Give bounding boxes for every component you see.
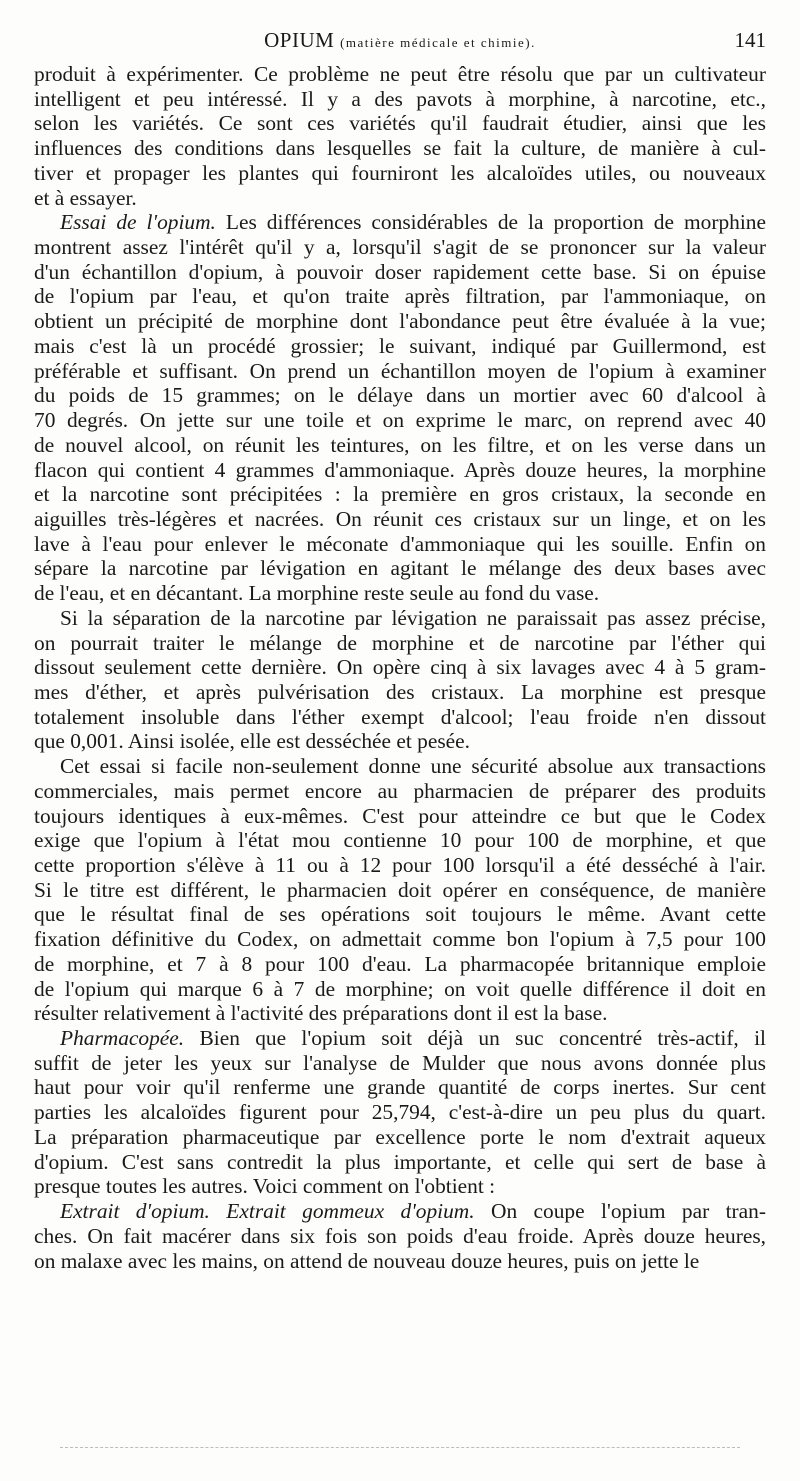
text-line: cette proportion s'élève à 11 ou à 12 pour 100 lorsqu'il a été desséché à l'air. xyxy=(34,853,766,877)
text-line: Essai de l'opium. Les différences considérables de la proportion de morphine xyxy=(60,210,766,235)
text-line: suffit de jeter les yeux sur l'analyse de Mulder que nous avons donnée plus xyxy=(34,1050,766,1075)
text-line: de nouvel alcool, on réunit les teintures, on les filtre, et on les verse dans un xyxy=(34,432,766,457)
text-line: on malaxe avec les mains, on attend de nouveau douze heures, puis on jette le xyxy=(34,1248,700,1273)
text-line: Extrait d'opium. Extrait gommeux d'opium. On coupe l'opium par tran- xyxy=(60,1199,766,1224)
text-line: mes d'éther, et après pulvérisation des cristaux. La morphine est presque xyxy=(34,679,766,704)
text-line: toujours identiques à eux-mêmes. C'est pour atteindre ce but que le Codex xyxy=(34,803,766,828)
italic-heading: Extrait d'opium. Extrait gommeux d'opium. xyxy=(60,1199,475,1224)
text-line: on pourrait traiter le mélange de morphine et de narcotine par l'éther qui xyxy=(34,630,766,655)
text-line: aiguilles très-légères et nacrées. On réunit ces cristaux sur un linge, et on les xyxy=(34,506,766,531)
text-line: d'un échantillon d'opium, à pouvoir doser rapidement cette base. Si on épuise xyxy=(34,259,766,284)
text-line: influences des conditions dans lesquelles se fait la culture, de manière à cul- xyxy=(34,136,766,161)
running-title-main: OPIUM xyxy=(264,28,335,52)
footer-rule xyxy=(60,1447,740,1448)
text-line: 70 degrés. On jette sur une toile et on exprime le marc, on reprend avec 40 xyxy=(34,408,766,433)
text-line: La préparation pharmaceutique par excellence porte le nom d'extrait aqueux xyxy=(34,1124,766,1149)
text-line: haut pour voir qu'il renferme une grande quantité de corps inertes. Sur cent xyxy=(34,1075,766,1100)
text-line: intelligent et peu intéressé. Il y a des pavots à morphine, à narcotine, etc., xyxy=(34,86,766,111)
text-line: totalement insoluble dans l'éther exempt d'alcool; l'eau froide n'en dissout xyxy=(34,704,766,729)
text-line: produit à expérimenter. Ce problème ne peut être résolu que par un cultivateur xyxy=(34,62,766,86)
text-line: de l'opium qui marque 6 à 7 de morphine; on voit quelle différence il doit en xyxy=(34,976,766,1001)
text-line: presque toutes les autres. Voici comment on l'obtient : xyxy=(34,1174,496,1199)
text-line: exige que l'opium à l'état mou contienne 10 pour 100 de morphine, et que xyxy=(34,828,766,853)
text-line: Si la séparation de la narcotine par lévigation ne paraissait pas assez précise, xyxy=(60,605,766,630)
page-number: 141 xyxy=(734,28,766,52)
text-line: et à essayer. xyxy=(34,185,137,210)
running-title xyxy=(34,28,766,53)
text-line: selon les variétés. Ce sont ces variétés qu'il faudrait étudier, ainsi que les xyxy=(34,111,766,136)
text-line: résulter relativement à l'activité des préparations dont il est la base. xyxy=(34,1001,608,1026)
text-line: sépare la narcotine par lévigation en agitant le mélange des deux bases avec xyxy=(34,556,766,581)
text-line: fixation définitive du Codex, on admettait comme bon l'opium à 7,5 pour 100 xyxy=(34,927,766,952)
text-line: montrent assez l'intérêt qu'il y a, lorsqu'il s'agit de se prononcer sur la valeur xyxy=(34,235,766,260)
running-header xyxy=(34,28,766,62)
text-line: mais c'est là un procédé grossier; le suivant, indiqué par Guillermond, est xyxy=(34,333,766,358)
text-line: dissout seulement cette dernière. On opère cinq à six lavages avec 4 à 5 gram- xyxy=(34,655,766,680)
text-line: Si le titre est différent, le pharmacien doit opérer en conséquence, de manière xyxy=(34,877,766,902)
running-title-sub: (matière médicale et chimie). xyxy=(340,35,536,50)
text-line: de l'opium par l'eau, et qu'on traite après filtration, par l'ammoniaque, on xyxy=(34,284,766,309)
text-line: que 0,001. Ainsi isolée, elle est desséchée et pesée. xyxy=(34,729,470,754)
text-line: que le résultat final de ses opérations soit toujours le même. Avant cette xyxy=(34,902,766,927)
italic-heading: Essai de l'opium. xyxy=(60,210,216,235)
text-line: ches. On fait macérer dans six fois son poids d'eau froide. Après douze heures, xyxy=(34,1223,766,1248)
italic-heading: Pharmacopée. xyxy=(60,1026,185,1051)
body-text xyxy=(34,62,766,1273)
text-line: obtient un précipité de morphine dont l'abondance peut être évaluée à la vue; xyxy=(34,309,766,334)
text-line: flacon qui contient 4 grammes d'ammoniaque. Après douze heures, la morphine xyxy=(34,457,766,482)
text-line: préférable et suffisant. On prend un échantillon moyen de l'opium à examiner xyxy=(34,358,766,383)
text-line: tiver et propager les plantes qui fourniront les alcaloïdes utiles, ou nouveaux xyxy=(34,160,766,185)
text-line: et la narcotine sont précipitées : la première en gros cristaux, la seconde en xyxy=(34,482,766,507)
text-line: de morphine, et 7 à 8 pour 100 d'eau. La pharmacopée britannique emploie xyxy=(34,951,766,976)
text-line: de l'eau, et en décantant. La morphine reste seule au fond du vase. xyxy=(34,581,600,606)
text-line: du poids de 15 grammes; on le délaye dans un mortier avec 60 d'alcool à xyxy=(34,383,766,408)
text-line: Pharmacopée. Bien que l'opium soit déjà un suc concentré très-actif, il xyxy=(60,1026,766,1051)
text-line: commerciales, mais permet encore au pharmacien de préparer des produits xyxy=(34,778,766,803)
text-line: d'opium. C'est sans contredit la plus importante, et celle qui sert de base à xyxy=(34,1149,766,1174)
text-line: Cet essai si facile non-seulement donne une sécurité absolue aux transactions xyxy=(60,754,766,779)
text-line: parties les alcaloïdes figurent pour 25,794, c'est-à-dire un peu plus du quart. xyxy=(34,1100,766,1125)
text-line: lave à l'eau pour enlever le méconate d'ammoniaque qui les souille. Enfin on xyxy=(34,531,766,556)
